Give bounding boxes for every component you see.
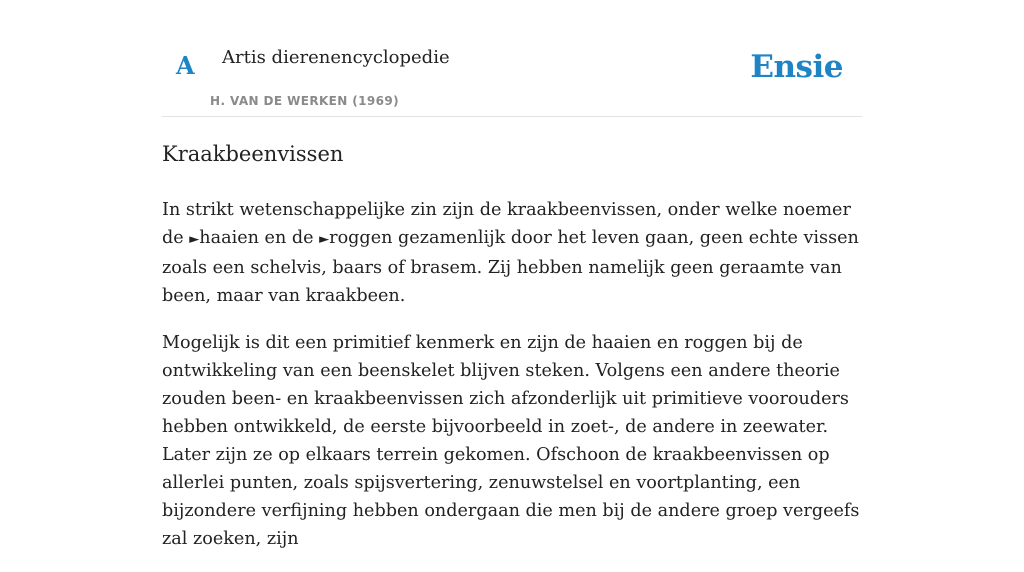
article-title: Kraakbeenvissen bbox=[162, 142, 344, 166]
article-paragraph-1 bbox=[162, 196, 862, 310]
source-header bbox=[162, 0, 862, 117]
source-author: H. VAN DE WERKEN (1969) bbox=[210, 94, 400, 108]
reference-arrow-icon: ► bbox=[189, 232, 200, 247]
source-title-link[interactable]: Artis dierenencyclopedie bbox=[222, 47, 450, 68]
link-roggen[interactable]: roggen bbox=[329, 228, 393, 248]
article-paragraph-2: Mogelijk is dit een primitief kenmerk en zijn de haaien en roggen bij de ontwikkeling van een beenskelet blijven steken. Volgens een andere theorie zouden been- en kraakbeenvissen zich afzonderlijk uit primitieve voorouders hebben ontwikkeld, de eerste bijvoorbeeld in zoet-, de andere in zeewater. Later zijn ze op elkaars terrein gekomen. Ofschoon de kraakbeenvissen op allerlei punten, zoals spijsvertering, zenuwstelsel en voortplanting, een bijzondere verfijning hebben ondergaan die men bij de andere groep vergeefs zal zoeken, zijn bbox=[162, 333, 860, 549]
paragraph-text: en de bbox=[258, 228, 320, 248]
paragraph-text: In strikt wetenschappelijke zin zijn de kraakbeenvissen, onder welke noemer de bbox=[162, 200, 851, 248]
source-logo[interactable]: A bbox=[176, 51, 195, 80]
ensie-logo[interactable]: Ensie bbox=[750, 49, 843, 85]
article bbox=[162, 138, 862, 572]
paragraph-text: gezamenlijk door het leven gaan, geen echte vissen zoals een schelvis, baars of brasem. Zij hebben namelijk geen geraamte van been, maar van kraakbeen. bbox=[162, 228, 859, 306]
link-haaien[interactable]: haaien bbox=[199, 228, 259, 248]
reference-arrow-icon: ► bbox=[319, 232, 330, 247]
